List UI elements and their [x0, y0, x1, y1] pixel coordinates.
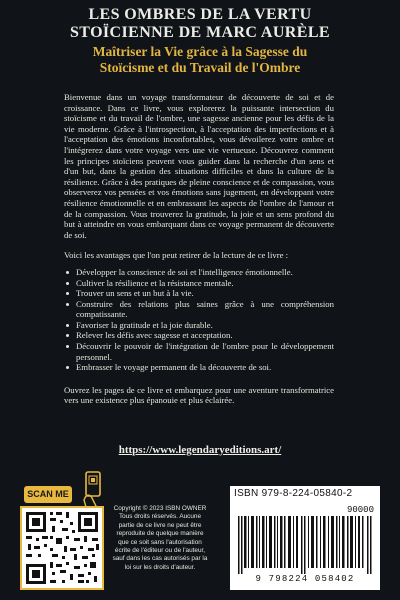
- intro-paragraph: Bienvenue dans un voyage transformateur de découverte de soi et de croissance. Dans ce livre, vous explorerez la puissante intersection du stoïcisme et du travail de l'ombre, une sagesse ancienne pour les défis de la vie moderne. Grâce à l'introspection, à l'acceptation des imperfections et à l'acceptation des émotions inconfortables, vous dévoilerez votre ombre et l'intégrerez dans votre voyage vers une vie vertueuse. Découvrez comment les principes stoïciens peuvent vous guider dans la recherche d'un sens et d'un but, dans la gestion des situations difficiles et dans la culture de la résilience. Grâce à des pratiques de pleine conscience et de compassion, vous observerez vos pensées et vos émotions sans jugement, en développant votre résilience émotionnelle et en embrassant les aspects de l'ombre de l'amour et de la compassion. Vous trouverez la gratitude, la joie et un sens profond du but à atteindre en vous embarquant dans ce voyage permanent de découverte de soi.: [64, 92, 334, 240]
- scan-me-badge: SCAN ME: [24, 486, 72, 503]
- book-subtitle-line-2: Stoïcisme et du Travail de l'Ombre: [99, 60, 301, 75]
- qr-code[interactable]: [20, 506, 104, 590]
- outro-paragraph: Ouvrez les pages de ce livre et embarquez pour une aventure transformatrice vers une existence plus épanouie et plus éclairée.: [64, 384, 334, 406]
- benefit-item: Embrasser le voyage permanent de la découverte de soi.: [64, 362, 334, 373]
- book-subtitle: [10, 44, 390, 76]
- book-title-line-2: STOÏCIENNE DE MARC AURÈLE: [70, 24, 330, 41]
- book-subtitle-line-1: Maîtriser la Vie grâce à la Sagesse du: [92, 44, 308, 59]
- benefit-item: Construire des relations plus saines grâce à une compréhension compatissante.: [64, 299, 334, 320]
- benefit-item: Cultiver la résilience et la résistance mentale.: [64, 278, 334, 289]
- benefit-item: Relever les défis avec sagesse et acceptation.: [64, 330, 334, 341]
- copyright-notice: Copyright © 2023 ISBN OWNER Tous droits réservés. Aucune partie de ce livre ne peut être reproduite de quelque manière que ce soit sans l'autorisation écrite de l'éditeur ou de l'auteur, sauf dans les cas autorisés par la loi sur les droits d'auteur.: [112, 505, 208, 571]
- benefits-lead: Voici les avantages que l'on peut retirer de la lecture de ce livre :: [64, 250, 289, 261]
- qr-code-pattern: [22, 508, 102, 588]
- isbn-label: ISBN 979-8-224-05840-2: [234, 488, 353, 499]
- benefit-item: Découvrir le pouvoir de l'intégration de l'ombre pour le développement personnel.: [64, 341, 334, 362]
- back-cover-body: [64, 92, 334, 406]
- benefits-list: [64, 267, 334, 373]
- barcode-digits: 9 798224 058402: [255, 574, 355, 584]
- book-title-line-1: LES OMBRES DE LA VERTU: [88, 6, 312, 23]
- website-link[interactable]: https://www.legendaryeditions.art/: [118, 444, 282, 456]
- benefit-item: Trouver un sens et un but à la vie.: [64, 288, 334, 299]
- price-code: 90000: [346, 505, 374, 515]
- benefit-item: Développer la conscience de soi et l'intelligence émotionnelle.: [64, 267, 334, 278]
- isbn-barcode-box: [230, 486, 380, 590]
- barcode: [238, 516, 372, 574]
- book-title: [0, 6, 400, 42]
- benefit-item: Favoriser la gratitude et la joie durable.: [64, 320, 334, 331]
